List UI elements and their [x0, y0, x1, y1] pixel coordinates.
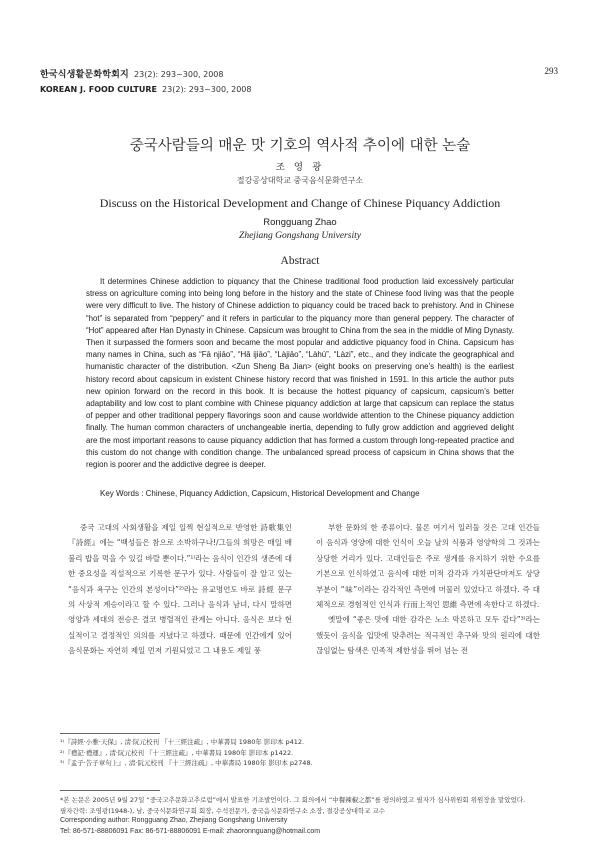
keywords-label: Key Words : [100, 489, 144, 498]
journal-name-kr: 한국식생활문화학회지 [40, 70, 129, 80]
journal-name-en: KOREAN J. FOOD CULTURE [40, 85, 157, 94]
journal-volume: 23(2): 293~300, 2008 [134, 70, 224, 79]
footnote: ²⁾『禮記·禮運』, 淸·阮元校刊 『十三經注疏』, 中華書局 1980年 影印本 p1422. [60, 748, 294, 757]
author-notes [60, 795, 540, 837]
page-number: 293 [544, 66, 558, 76]
footnote-divider [60, 733, 160, 734]
note-contact: Tel: 86-571-88806091 Fax: 86-571-88806091 E-mail: zhaoronnguang@hotmail.com [60, 827, 321, 835]
title-korean: 중국사람들의 매운 맛 기호의 역사적 추이에 대한 논술 [129, 138, 471, 154]
body-paragraph: 중국 고대의 사회생활을 제일 일찍 현실적으로 반영한 詩歌集인 『詩經』에는 “백성들은 참으로 소박하구나!/그들의 희망은 매일 배불리 밥을 먹을 수 있길 바랄 뿐이다.”¹⁾라는 음식이 인간의 생존에 대한 중요성을 직설적으로 기록한 문구가 있다. 사람들이 잘 알고 있는 “음식과 욕구는 인간의 본성이다”²⁾라는 유교명언도 바로 詩經 문구의 사상적 계승이라고 할 수 있다. 그러나 음식과 남녀, 다시 말하면 영양과 세대의 전승은 결코 병렬적인 관계는 아니다. 음식은 보다 현실적이고 결정적인 의의를 지녔다고 하겠다. 때문에 인간에게 있어 음식문화는 자연히 제일 먼저 기원되었고 그 내용도 제일 풍 [68, 523, 292, 656]
body-column-right [316, 520, 540, 659]
abstract-heading: Abstract [280, 255, 320, 267]
affiliation-korean: 절강공상대학교 중국음식문화연구소 [236, 176, 364, 185]
keywords-list: Chinese, Piquancy Addiction, Capsicum, Historical Development and Change [145, 489, 420, 498]
note-corresponding: Corresponding author: Rongguang Zhao, Zhejiang Gongshang University [60, 817, 288, 824]
footnotes [60, 737, 540, 769]
author-korean: 조 영 광 [275, 162, 325, 173]
title-english: Discuss on the Historical Development and Change of Chinese Piquancy Addiction [99, 196, 501, 210]
journal-header [40, 66, 251, 95]
footnote: ³⁾『孟子·告子章句上』, 淸·阮元校刊 『十三經注疏』, 中華書局 1980年 影印本 p2748. [60, 759, 313, 767]
body-paragraph: 옛말에 “좋은 맛에 대한 감각은 노소 막론하고 모두 같다”³⁾라는 했듯이 음식을 입맛에 맞추려는 적극적인 추구와 맛의 원리에 대한 끊임없는 탐색은 민족적 제한성을 뛰어 넘는 전 [316, 615, 540, 656]
note-presentation: *본 논문은 2005년 9월 27일 “중국고추문화고추로럼”에서 발표한 기조발언이다. 그 회의에서 “中餐辣椒之都”를 평의하였고 필자가 심사위원회 위원장을 맡았었다. [60, 796, 526, 804]
abstract-text: It determines Chinese addiction to piquancy that the Chinese traditional food production laid excessively particular stress on agriculture coming into being long before in the history and the state of Chinese food living was that the people were very difficult to live. The history of Chinese addiction to piquancy could be traced back to prehistory. And in Chinese “hot” is separated from “peppery” and it refers in particular to the piquancy more than general peppery. The character of “Hot” appeared after Han Dynasty in Chinese. Capsicum was brought to China from the sea in the middle of Ming Dynasty. Then it surpassed the formers soon and became the most popular and addictive piquancy food in China. Capsicum has many names in China, such as “Fā njiāo”, “Hǎ ijiāo”, “Làjiāo”, “Làhú”, “Làzi”, etc., and they indicate the geographical and humanistic character of the distribution. <Zun Sheng Ba Jian> (eight books on preserving one’s health) is the earliest history record about capsicum in existent Chinese history record that was finished in 1591. In this article the author puts new opinion forward on the record in this book. It is because the hottest piquancy of capsicum, capsicum’s better adaptability and low cost to plant combine with Chinese piquancy addiction at large that capsicum can replace the status of pepper and other traditional peppery flavorings soon and cause worldwide attention to the Chinese piquancy addiction finally. The human common characters of unchangeable inertia, depending to fully grow addiction and aggrieved delight are the most important reasons to cause piquancy addiction that has formed a custom through long-repeated practice and this custom do not change with condition change. The unbalanced spread process of capsicum in China shows that the region is poorer and the addictive degree is deeper. [86, 277, 514, 470]
keywords [86, 489, 514, 498]
affiliation-english: Zhejiang Gongshang University [239, 231, 361, 241]
footnote: ¹⁾『詩經·小雅·天保』, 淸·阮元校刊 『十三經注疏』, 中華書局 1980年 影印本 p412. [60, 738, 305, 746]
note-author: 필자간력: 조영광(1948-), 남, 중국식문화연구회 회장, 수석전문가, 중국음식문화연구소 소장, 절강공상대학교 교수 [60, 806, 386, 815]
body-column-left [68, 520, 292, 659]
author-english: Rongguang Zhao [263, 217, 337, 228]
notes-divider [60, 790, 160, 791]
body-paragraph: 부한 문화의 한 종류이다. 물론 여기서 일러둘 것은 고대 인간들이 음식과 영양에 대한 인식이 오늘 날의 식품과 영양학의 그 것과는 상당한 거리가 있다. 고대인들은 주로 생계를 유지하기 위한 수요를 기본으로 인식하였고 음식에 대한 미적 감각과 가치판단마저도 상당부분이 “味”이라는 감각적인 측면에 머물러 있었다고 하겠다. 즉 대체적으로 경험적인 인식과 行而上적인 思維 측면에 속한다고 하겠다. [316, 523, 540, 610]
journal-volume-en: 23(2): 293~300, 2008 [162, 85, 252, 94]
